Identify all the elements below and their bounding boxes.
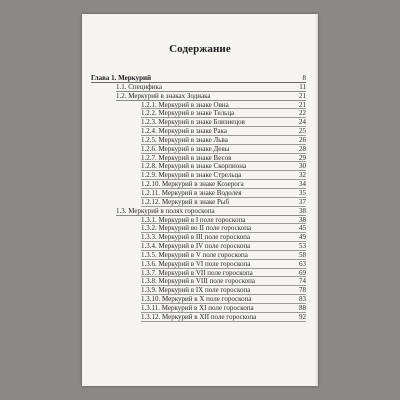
toc-entry bbox=[91, 260, 306, 269]
toc-entry bbox=[91, 162, 306, 171]
toc-entry-label: 1.1. Специфика bbox=[116, 82, 162, 91]
toc-entry-label: 1.3.5. Меркурий в V поле гороскопа bbox=[141, 250, 248, 259]
toc-entry bbox=[91, 127, 306, 136]
toc-entry bbox=[91, 286, 306, 295]
toc-entry-label: 1.3.7. Меркурий в VII поле гороскопа bbox=[141, 268, 253, 277]
toc-entry-label: 1.3.8. Меркурий в VIII поле гороскопа bbox=[141, 277, 256, 286]
toc-entry-page-number: 8 bbox=[302, 74, 306, 82]
toc-entry-label: Глава 1. Меркурий bbox=[91, 74, 152, 82]
toc-entry bbox=[91, 198, 306, 207]
toc-entry-page-number: 45 bbox=[299, 224, 306, 233]
toc-entry-page-number: 38 bbox=[299, 206, 306, 215]
toc-entry bbox=[91, 101, 306, 110]
toc-entry-label: 1.2.4. Меркурий в знаке Рака bbox=[141, 127, 227, 136]
toc-entry bbox=[91, 251, 306, 260]
toc-entry bbox=[91, 295, 306, 304]
toc-entry-label: 1.2.5. Меркурий в знаке Льва bbox=[141, 135, 228, 144]
toc-entry-page-number: 53 bbox=[299, 242, 306, 251]
toc-entry-label: 1.3.4. Меркурий в IV поле гороскопа bbox=[141, 242, 251, 251]
toc-entry bbox=[91, 207, 306, 216]
toc-entry bbox=[91, 216, 306, 225]
toc-entry bbox=[91, 242, 306, 251]
toc-entry-page-number: 22 bbox=[299, 109, 306, 118]
toc-entry-label: 1.3.6. Меркурий в VI поле гороскопа bbox=[141, 259, 251, 268]
toc-entry-label: 1.2.12. Меркурий в знаке Рыб bbox=[141, 197, 230, 206]
toc-entry bbox=[91, 136, 306, 145]
toc-entry bbox=[91, 189, 306, 198]
toc-entry-page-number: 74 bbox=[299, 277, 306, 286]
toc-entry-page-number: 29 bbox=[299, 153, 306, 162]
toc-entry bbox=[91, 74, 306, 83]
toc-entry-label: 1.3.9. Меркурий в IX поле гороскопа bbox=[141, 286, 251, 295]
toc-entry bbox=[91, 269, 306, 278]
toc-entry-label: 1.2.1. Меркурий в знаке Овна bbox=[141, 100, 229, 109]
toc-entry bbox=[91, 233, 306, 242]
toc-entry-label: 1.3.3. Меркурий в III поле гороскопа bbox=[141, 233, 250, 242]
toc-entry-page-number: 69 bbox=[299, 268, 306, 277]
toc-entry-label: 1.2.11. Меркурий в знаке Водолея bbox=[141, 188, 242, 197]
toc-entry-label: 1.2.9. Меркурий в знаке Стрельца bbox=[141, 171, 242, 180]
toc-entry bbox=[91, 118, 306, 127]
toc-entry-page-number: 34 bbox=[299, 180, 306, 189]
toc-entry-label: 1.2.2. Меркурий в знаке Тельца bbox=[141, 109, 235, 118]
toc-entry bbox=[91, 92, 306, 101]
toc-entry-label: 1.2.3. Меркурий в знаке Близнецов bbox=[141, 118, 245, 127]
toc-entry bbox=[91, 304, 306, 313]
toc-entry-label: 1.3.1. Меркурий в I поле гороскопа bbox=[141, 215, 246, 224]
toc-entry-page-number: 32 bbox=[299, 171, 306, 180]
page-edge-shadow bbox=[315, 14, 318, 386]
toc-entry-label: 1.3.2. Меркурий во II поле гороскопа bbox=[141, 224, 252, 233]
toc-entry-label: 1.3. Меркурий в полях гороскопа bbox=[116, 206, 215, 215]
toc-entry-page-number: 38 bbox=[299, 215, 306, 224]
toc-entry-page-number: 78 bbox=[299, 286, 306, 295]
toc-entry bbox=[91, 277, 306, 286]
toc-entry bbox=[91, 313, 306, 322]
toc-entry-label: 1.3.12. Меркурий в XII поле гороскопа bbox=[141, 312, 257, 321]
toc-entry bbox=[91, 83, 306, 92]
toc-entry-page-number: 30 bbox=[299, 162, 306, 171]
toc-entry-page-number: 58 bbox=[299, 250, 306, 259]
toc-entry-label: 1.2.8. Меркурий в знаке Скорпиона bbox=[141, 162, 247, 171]
toc-entry-page-number: 35 bbox=[299, 188, 306, 197]
toc-entry-page-number: 21 bbox=[299, 100, 306, 109]
toc-entry-page-number: 92 bbox=[299, 312, 306, 321]
toc-entry bbox=[91, 145, 306, 154]
toc-entry-label: 1.2.6. Меркурий в знаке Девы bbox=[141, 144, 230, 153]
toc-entry-page-number: 49 bbox=[299, 233, 306, 242]
toc-entry-page-number: 24 bbox=[299, 118, 306, 127]
toc-entry-label: 1.2. Меркурий в знаках Зодиака bbox=[116, 91, 211, 100]
page-title: Содержание bbox=[169, 43, 231, 55]
toc-entry-page-number: 63 bbox=[299, 259, 306, 268]
toc-entry-page-number: 21 bbox=[299, 91, 306, 100]
toc-entry-page-number: 83 bbox=[299, 295, 306, 304]
toc-entry-label: 1.3.10. Меркурий в X поле гороскопа bbox=[141, 295, 252, 304]
toc-entry bbox=[91, 180, 306, 189]
table-of-contents bbox=[91, 74, 306, 322]
toc-entry bbox=[91, 154, 306, 163]
toc-entry-page-number: 37 bbox=[299, 197, 306, 206]
toc-entry-page-number: 11 bbox=[299, 82, 306, 91]
toc-entry-page-number: 26 bbox=[299, 135, 306, 144]
toc-entry-page-number: 28 bbox=[299, 144, 306, 153]
toc-entry-page-number: 25 bbox=[299, 127, 306, 136]
book-page bbox=[82, 14, 318, 386]
toc-entry bbox=[91, 171, 306, 180]
toc-entry bbox=[91, 109, 306, 118]
toc-entry-page-number: 88 bbox=[299, 303, 306, 312]
toc-entry-label: 1.2.10. Меркурий в знаке Козерога bbox=[141, 180, 244, 189]
toc-entry-label: 1.2.7. Меркурий в знаке Весов bbox=[141, 153, 232, 162]
toc-entry bbox=[91, 224, 306, 233]
toc-entry-label: 1.3.11. Меркурий в XI поле гороскопа bbox=[141, 303, 254, 312]
